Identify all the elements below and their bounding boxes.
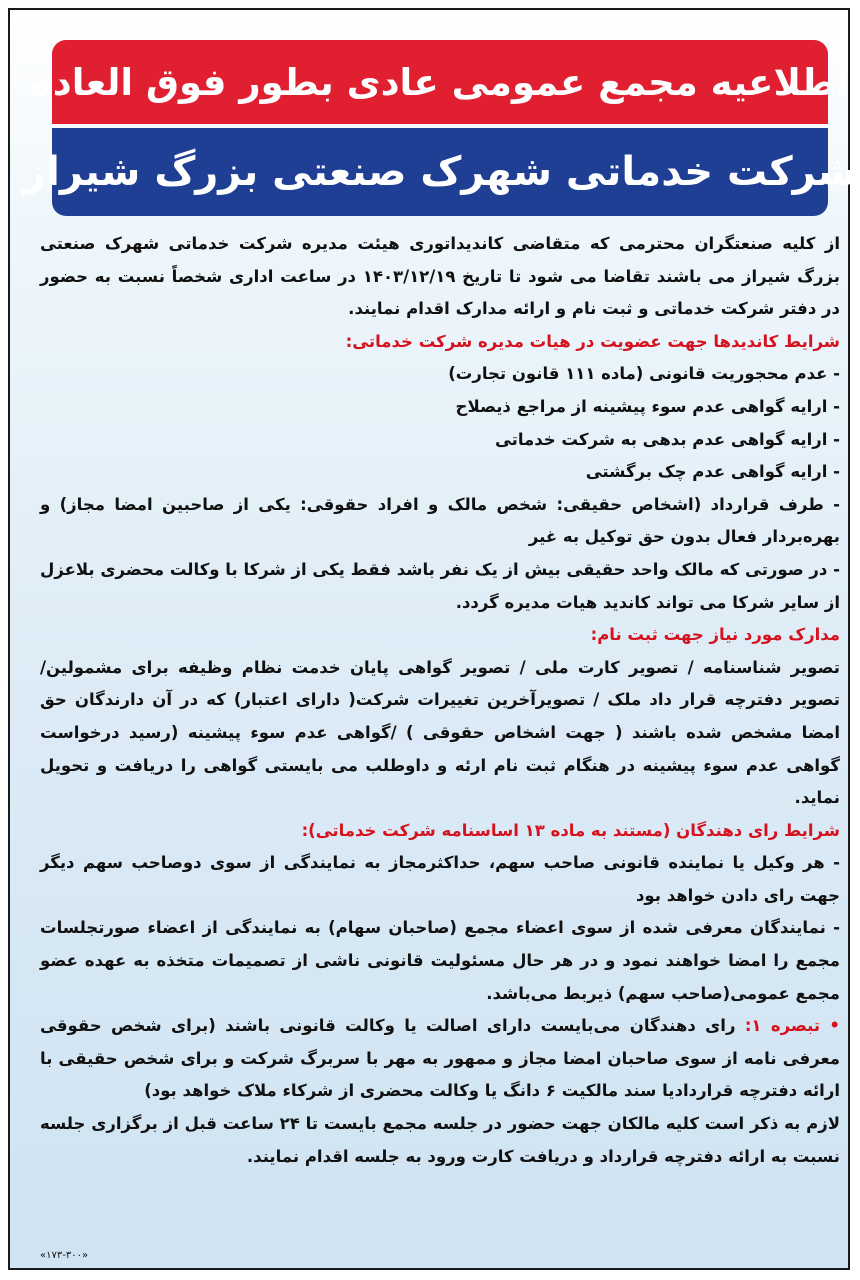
notice-frame [8, 8, 857, 1270]
section-heading-voter-conditions: شرایط رای دهندگان (مستند به ماده ۱۳ اساسنامه شرکت خدماتی): [301, 820, 840, 840]
list-item: - ارایه گواهی عدم چک برگشتی [585, 462, 840, 482]
list-item: - ارایه گواهی عدم سوء پیشینه از مراجع ذیصلاح [455, 396, 840, 416]
footer-code: «۱۷۳-۳۰۰» [40, 1250, 89, 1261]
notice-title: اطلاعیه مجمع عمومی عادی بطور فوق العاده [52, 40, 828, 124]
section-heading-candidate-conditions: شرایط کاندیدها جهت عضویت در هیات مدیره شرکت خدماتی: [345, 331, 840, 351]
list-item: - نمایندگان معرفی شده از سوی اعضاء مجمع (صاحبان سهام) به نمایندگی از اعضاء صورتجلسات مجمع را امضا خواهند نمود و در هر حال مسئولیت قانونی ناشی از تصمیمات متخذه به عهده عضو مجمع عمومی(صاحب سهم) ذیربط می‌باشد. [40, 918, 840, 1003]
section-heading-required-documents: مدارک مورد نیاز جهت ثبت نام: [590, 625, 840, 645]
note-text: رای دهندگان می‌بایست دارای اصالت یا وکالت قانونی باشند (برای شخص حقوقی معرفی نامه از سوی صاحبان امضا مجاز و ممهور به مهر با سربرگ شرکت و برای شخص حقیقی با ارائه دفترچه قراردادیا سند مالکیت ۶ دانگ یا وکالت محضری از شرکاء ملاک خواهد بود) [40, 1016, 840, 1101]
company-name: شرکت خدماتی شهرک صنعتی بزرگ شیراز [52, 128, 828, 216]
list-item: - طرف قرارداد (اشخاص حقیقی: شخص مالک و افراد حقوقی: یکی از صاحبین امضا مجاز) و بهره‌بردار فعال بدون حق توکیل به غیر [40, 494, 840, 547]
list-item: - هر وکیل یا نماینده قانونی صاحب سهم، حداکثرمجاز به نمایندگی از سوی دوصاحب سهم دیگر جهت رای دادن خواهد بود [40, 853, 840, 905]
note-paragraph [40, 1010, 840, 1108]
list-item: - در صورتی که مالک واحد حقیقی بیش از یک نفر باشد فقط یکی از شرکا با وکالت محضری بلاعزل از سایر شرکا می تواند کاندید هیات مدیره گردد. [40, 559, 840, 612]
list-item: - عدم محجوریت قانونی (ماده ۱۱۱ قانون تجارت) [448, 364, 840, 384]
intro-paragraph: از کلیه صنعتگران محترمی که متقاضی کاندیداتوری هیئت مدیره شرکت خدماتی شهرک صنعتی بزرگ شیراز می باشند تقاضا می شود تا تاریخ ۱۴۰۳/۱۲/۱۹ در ساعت اداری شخصاً نسبت به حضور در دفتر شرکت خدماتی و ثبت نام و ارائه مدارک اقدام نمایند. [40, 234, 840, 319]
closing-paragraph: لازم به ذکر است کلیه مالکان جهت حضور در جلسه مجمع بایست تا ۲۴ ساعت قبل از برگزاری جلسه نسبت به ارائه دفترچه قرارداد و دریافت کارت ورود به جلسه اقدام نمایند. [40, 1114, 841, 1166]
documents-paragraph: تصویر شناسنامه / تصویر کارت ملی / تصویر گواهی پایان خدمت نظام وظیفه برای مشمولین/ تصویر دفترچه قرار داد ملک / تصویرآخرین تغییرات شرکت( دارای اعتبار) که در آن دارندگان حق امضا مشخص شده باشند ( جهت اشخاص حقوقی ) /گواهی عدم سوء پیشینه (رسید درخواست گواهی عدم سوء پیشینه در هنگام ثبت نام ارئه و داوطلب می بایستی گواهی را دریافت و تحویل نماید. [40, 657, 840, 808]
notice-body [40, 228, 840, 1173]
list-item: - ارایه گواهی عدم بدهی به شرکت خدماتی [494, 429, 840, 449]
note-label: • تبصره ۱: [744, 1016, 840, 1036]
